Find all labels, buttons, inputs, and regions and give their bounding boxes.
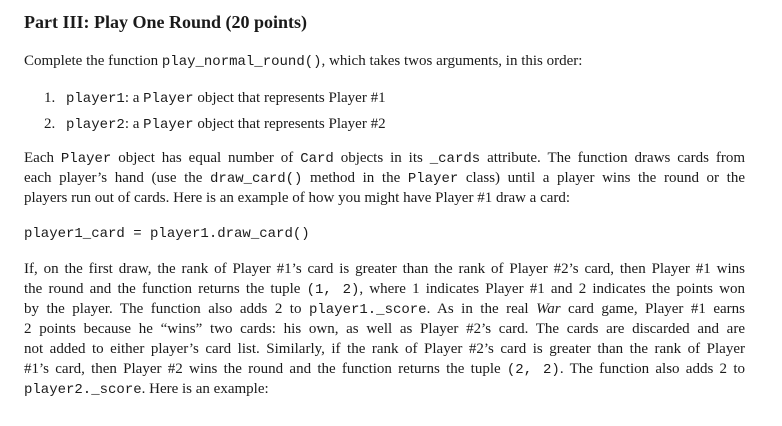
tuple-code: (1, 2): [306, 282, 360, 298]
method-name-code: draw_card(): [210, 171, 303, 187]
paragraph-text: object has equal number of: [111, 150, 301, 166]
code-example: player1_card = player1.draw_card(): [24, 226, 310, 242]
paragraph-text: #1’s card, then Player #2 wins the round and the function returns the tuple: [24, 361, 507, 377]
paragraph-line: [24, 359, 745, 380]
attribute-name-code: player2._score: [24, 382, 142, 398]
intro-line: [24, 51, 582, 72]
paragraph-text: . As in the real: [426, 301, 537, 317]
section-heading: Part III: Play One Round (20 points): [24, 12, 308, 32]
attribute-name-code: _cards: [429, 151, 481, 167]
paragraph-text: objects in its: [333, 150, 430, 166]
argument-text: object that represents Player #1: [193, 90, 386, 106]
paragraph-text: , where 1 indicates Player #1 and 2 indicates the points won: [359, 281, 745, 297]
paragraph-line: [24, 148, 745, 169]
argument-name-code: player2: [66, 117, 125, 133]
paragraph-line: If, on the first draw, the rank of Player #1’s card is greater than the rank of Player #2’s card, then Player #1 wins: [24, 261, 745, 277]
paragraph-text: Each: [24, 150, 61, 166]
paragraph-text: each player’s hand (use the: [24, 170, 211, 186]
class-name-code: Player: [60, 151, 112, 167]
intro-text: , which takes twos arguments, in this order:: [321, 53, 583, 69]
class-name-code: Player: [407, 171, 459, 187]
paragraph-text: the round and the function returns the tuple: [24, 281, 307, 297]
paragraph-text: class) until a player wins the round or the: [458, 170, 745, 186]
argument-item: [44, 88, 386, 109]
class-name-code: Player: [143, 117, 194, 133]
class-name-code: Card: [300, 151, 334, 167]
paragraph-text: by the player. The function also adds 2 to: [24, 301, 309, 317]
paragraph-line: 2 points because he “wins” two cards: his own, as well as Player #2’s card. The cards are discarded and are: [24, 321, 745, 337]
italic-text: War: [536, 301, 561, 317]
attribute-name-code: player1._score: [308, 302, 427, 318]
paragraph-text: . Here is an example:: [141, 381, 269, 397]
argument-text: : a: [124, 90, 144, 106]
paragraph-text: method in the: [302, 170, 408, 186]
class-name-code: Player: [143, 91, 194, 107]
paragraph-line: [24, 168, 745, 189]
argument-text: : a: [124, 116, 144, 132]
paragraph-line: [24, 379, 269, 400]
intro-text: Complete the function: [24, 53, 162, 69]
paragraph-line: players run out of cards. Here is an example of how you might have Player #1 draw a card:: [24, 190, 571, 206]
argument-item: [44, 114, 386, 135]
item-number: 1.: [44, 90, 56, 106]
argument-text: object that represents Player #2: [193, 116, 386, 132]
paragraph-line: [24, 299, 745, 320]
argument-name-code: player1: [66, 91, 125, 107]
paragraph-line: not added to either player’s card list. Similarly, if the rank of Player #2’s card is greater than the rank of Player: [24, 341, 745, 357]
item-number: 2.: [44, 116, 56, 132]
paragraph-line: [24, 279, 745, 300]
paragraph-text: card game, Player #1 earns: [560, 301, 746, 317]
tuple-code: (2, 2): [506, 362, 560, 378]
function-name-code: play_normal_round(): [161, 54, 322, 70]
paragraph-text: . The function also adds 2 to: [559, 361, 745, 377]
paragraph-text: attribute. The function draws cards from: [480, 150, 745, 166]
